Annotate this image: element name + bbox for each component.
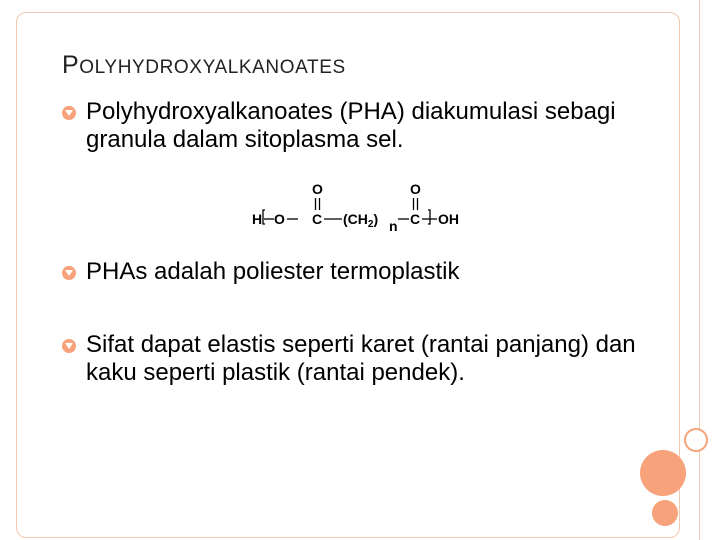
bullet-item-2 [62, 258, 460, 286]
bullet-icon [62, 339, 76, 353]
decorative-line [699, 0, 700, 540]
repeat-bracket-close [428, 210, 430, 224]
bullet-text-3: Sifat dapat elastis seperti karet (rantai panjang) dan kaku seperti plastik (rantai pendek). [86, 331, 636, 386]
decorative-circle-medium [652, 500, 678, 526]
title-first-letter: P [62, 51, 80, 79]
bullet-icon [62, 266, 76, 280]
bullet-item-3 [62, 331, 642, 387]
decorative-circle-large [640, 450, 686, 496]
bullet-item-1 [62, 98, 642, 154]
formula-h: H [252, 211, 263, 227]
formula-o-top2: O [410, 181, 421, 197]
title-rest: OLYHYDROXYALKANOATES [79, 57, 346, 78]
formula-ch2: $(CH_2)$ [343, 211, 379, 230]
formula-c1: C [312, 211, 323, 227]
formula-o1: O [274, 211, 285, 227]
repeat-bracket-open [263, 210, 265, 224]
formula-n: n [389, 218, 398, 234]
formula-oh: OH [438, 211, 459, 227]
bullet-text-2: PHAs adalah poliester termoplastik [86, 258, 460, 285]
pha-structural-formula [252, 178, 484, 238]
bullet-text-1: Polyhydroxyalkanoates (PHA) diakumulasi sebagi granula dalam sitoplasma sel. [86, 98, 616, 153]
slide-title [62, 51, 346, 80]
bullet-icon [62, 106, 76, 120]
formula-c2: C [410, 211, 421, 227]
formula-o-top1: O [312, 181, 323, 197]
decorative-circle-outline [684, 428, 708, 452]
